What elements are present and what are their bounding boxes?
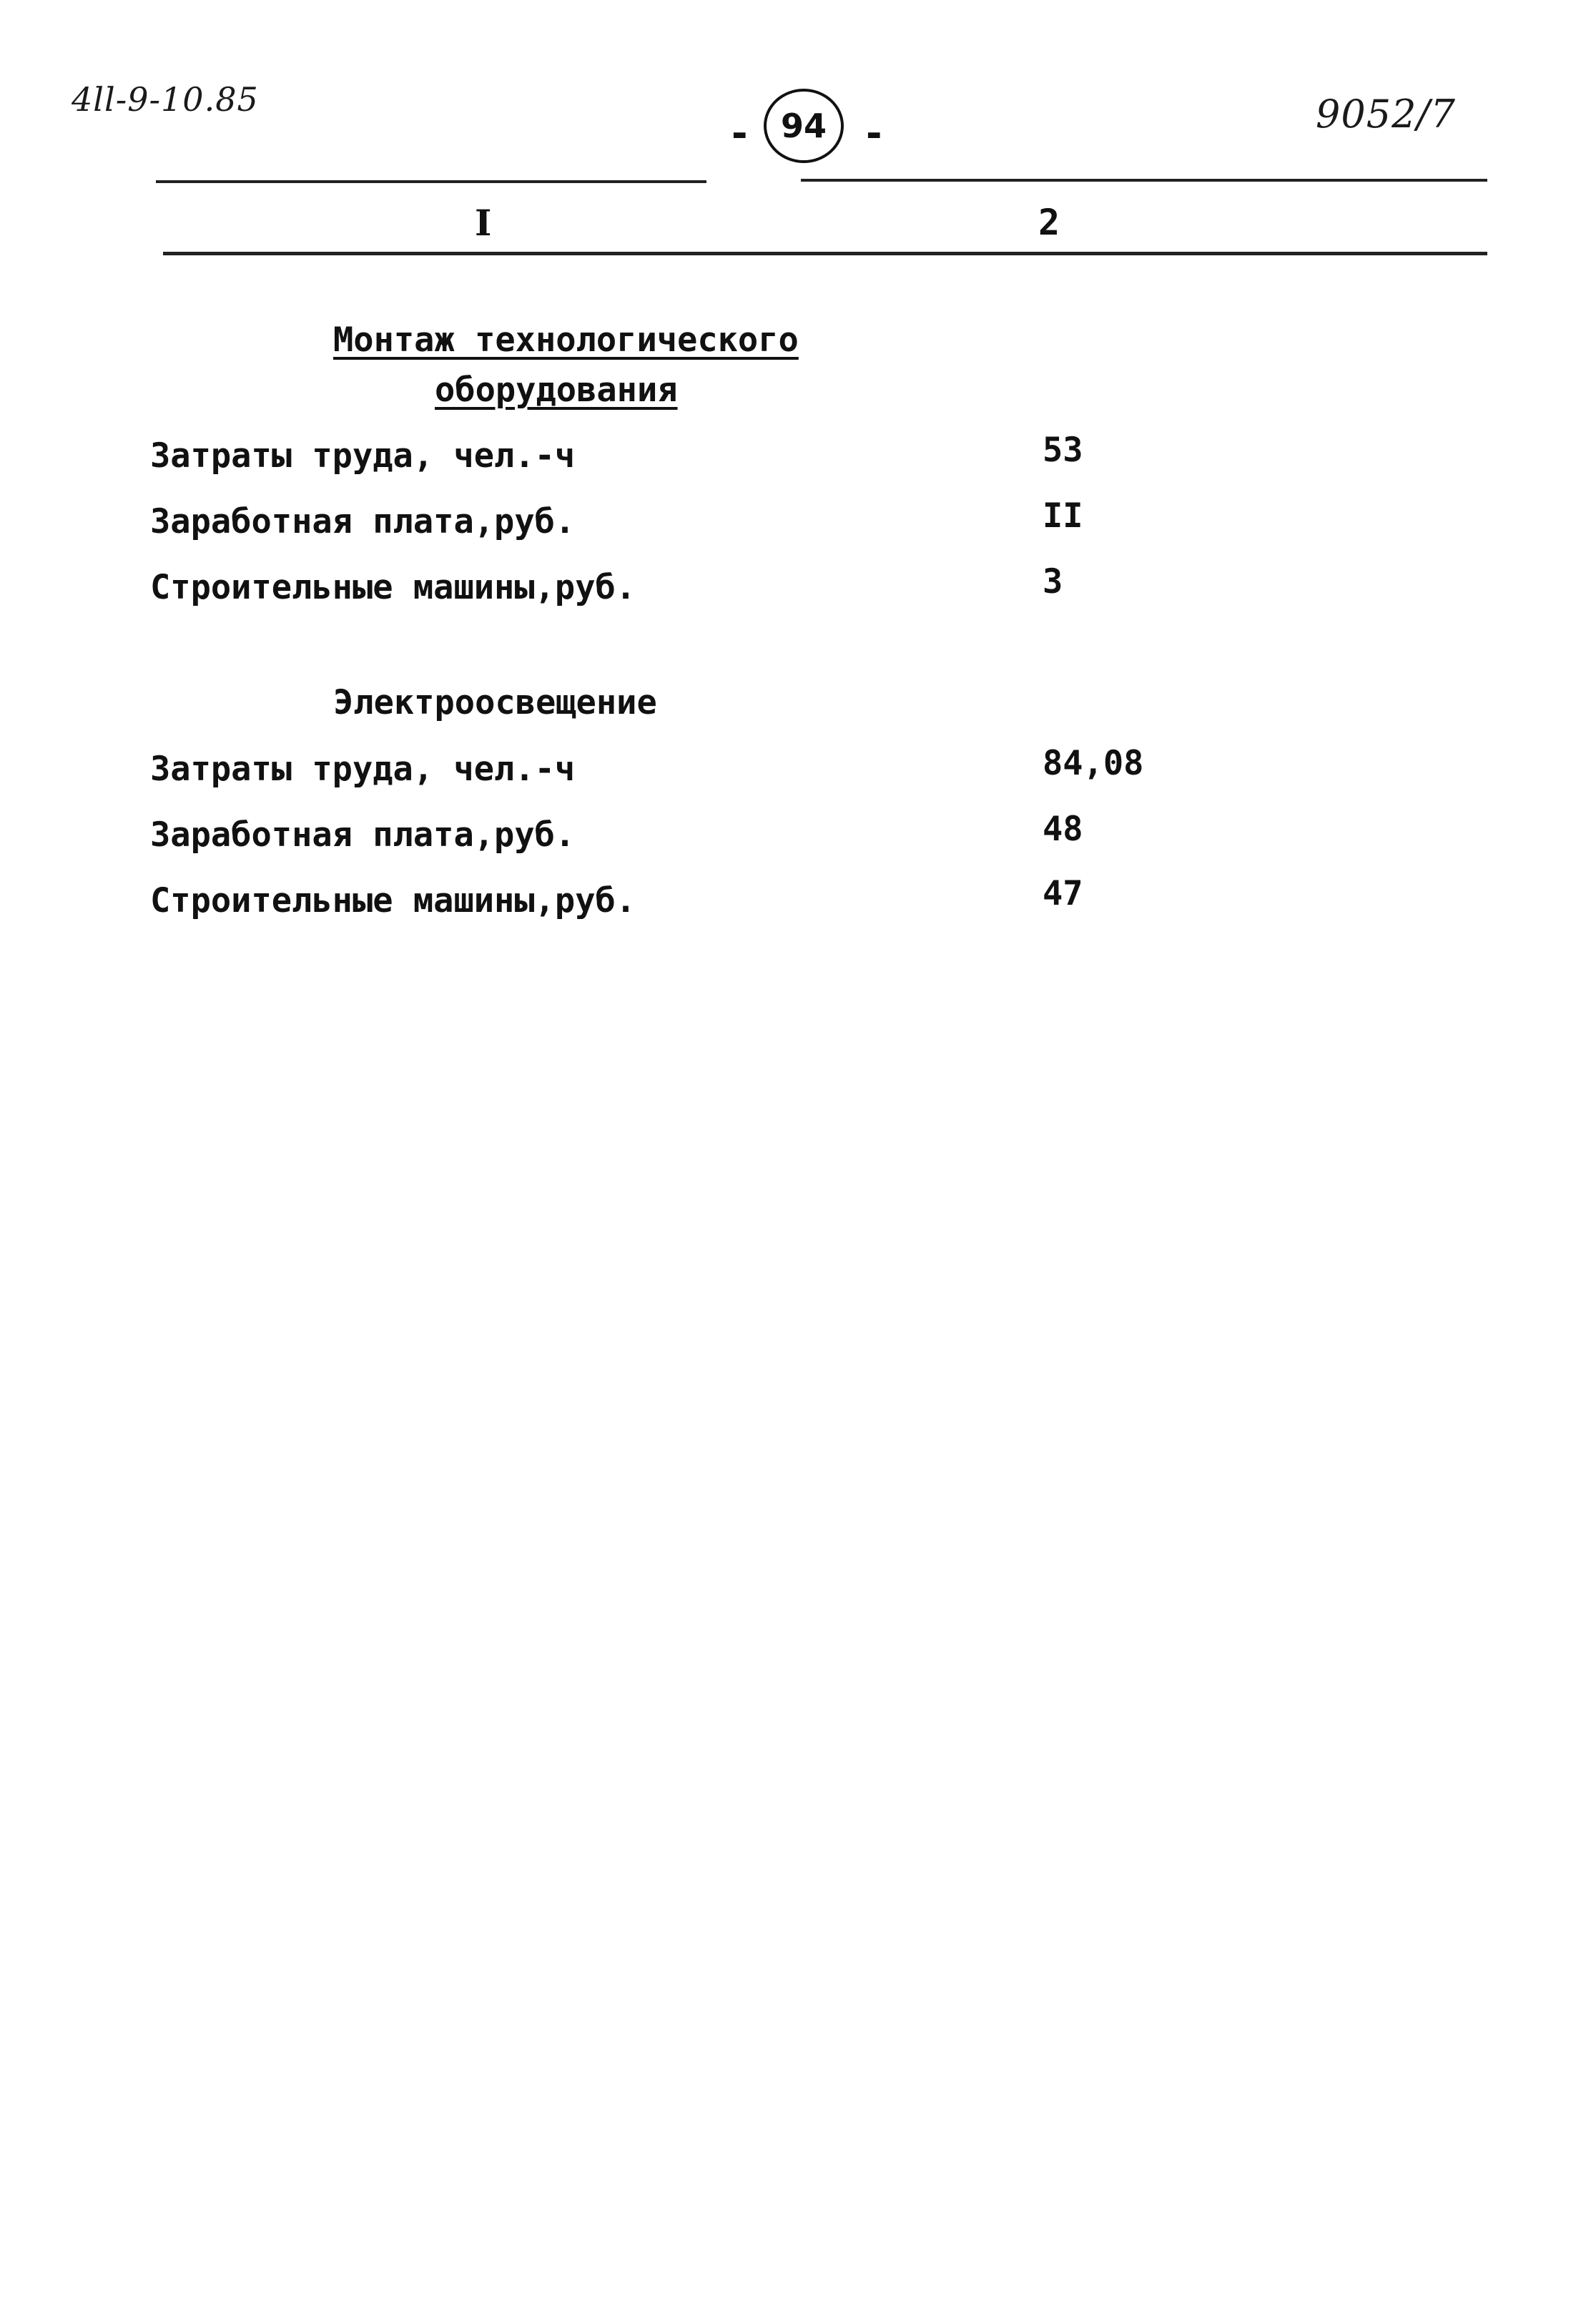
document-code: 4ll-9-10.85 [72,80,259,119]
header-rule-right [801,179,1487,182]
page-dash-left: - [728,111,752,156]
header-rule-left [156,180,706,183]
row-value: 48 [1043,810,1083,849]
row-value: 84,08 [1043,744,1144,783]
row-label: Строительные машины,руб. [150,881,636,920]
row-label: Затраты труда, чел.-ч [150,750,576,789]
column-header-rule [163,252,1487,255]
row-value: 53 [1043,431,1083,470]
row-label: Заработная плата,руб. [150,502,576,541]
section-title: Электроосвещение [333,683,657,722]
section-title: Монтаж технологического [333,320,799,360]
row-value: II [1043,496,1083,536]
row-label: Заработная плата,руб. [150,815,576,855]
row-value: 3 [1043,562,1063,601]
row-label: Строительные машины,руб. [150,568,636,607]
page-number: 94 [764,89,844,163]
section-title-continued: оборудования [435,370,678,410]
row-label: Затраты труда, чел.-ч [150,436,576,476]
column-header-2: 2 [1038,202,1060,243]
sheet-number: 9052/7 [1316,92,1456,137]
row-value: 47 [1043,874,1083,913]
page-dash-right: - [862,111,886,156]
page-number-block [722,84,887,170]
column-header-1: I [475,202,492,244]
